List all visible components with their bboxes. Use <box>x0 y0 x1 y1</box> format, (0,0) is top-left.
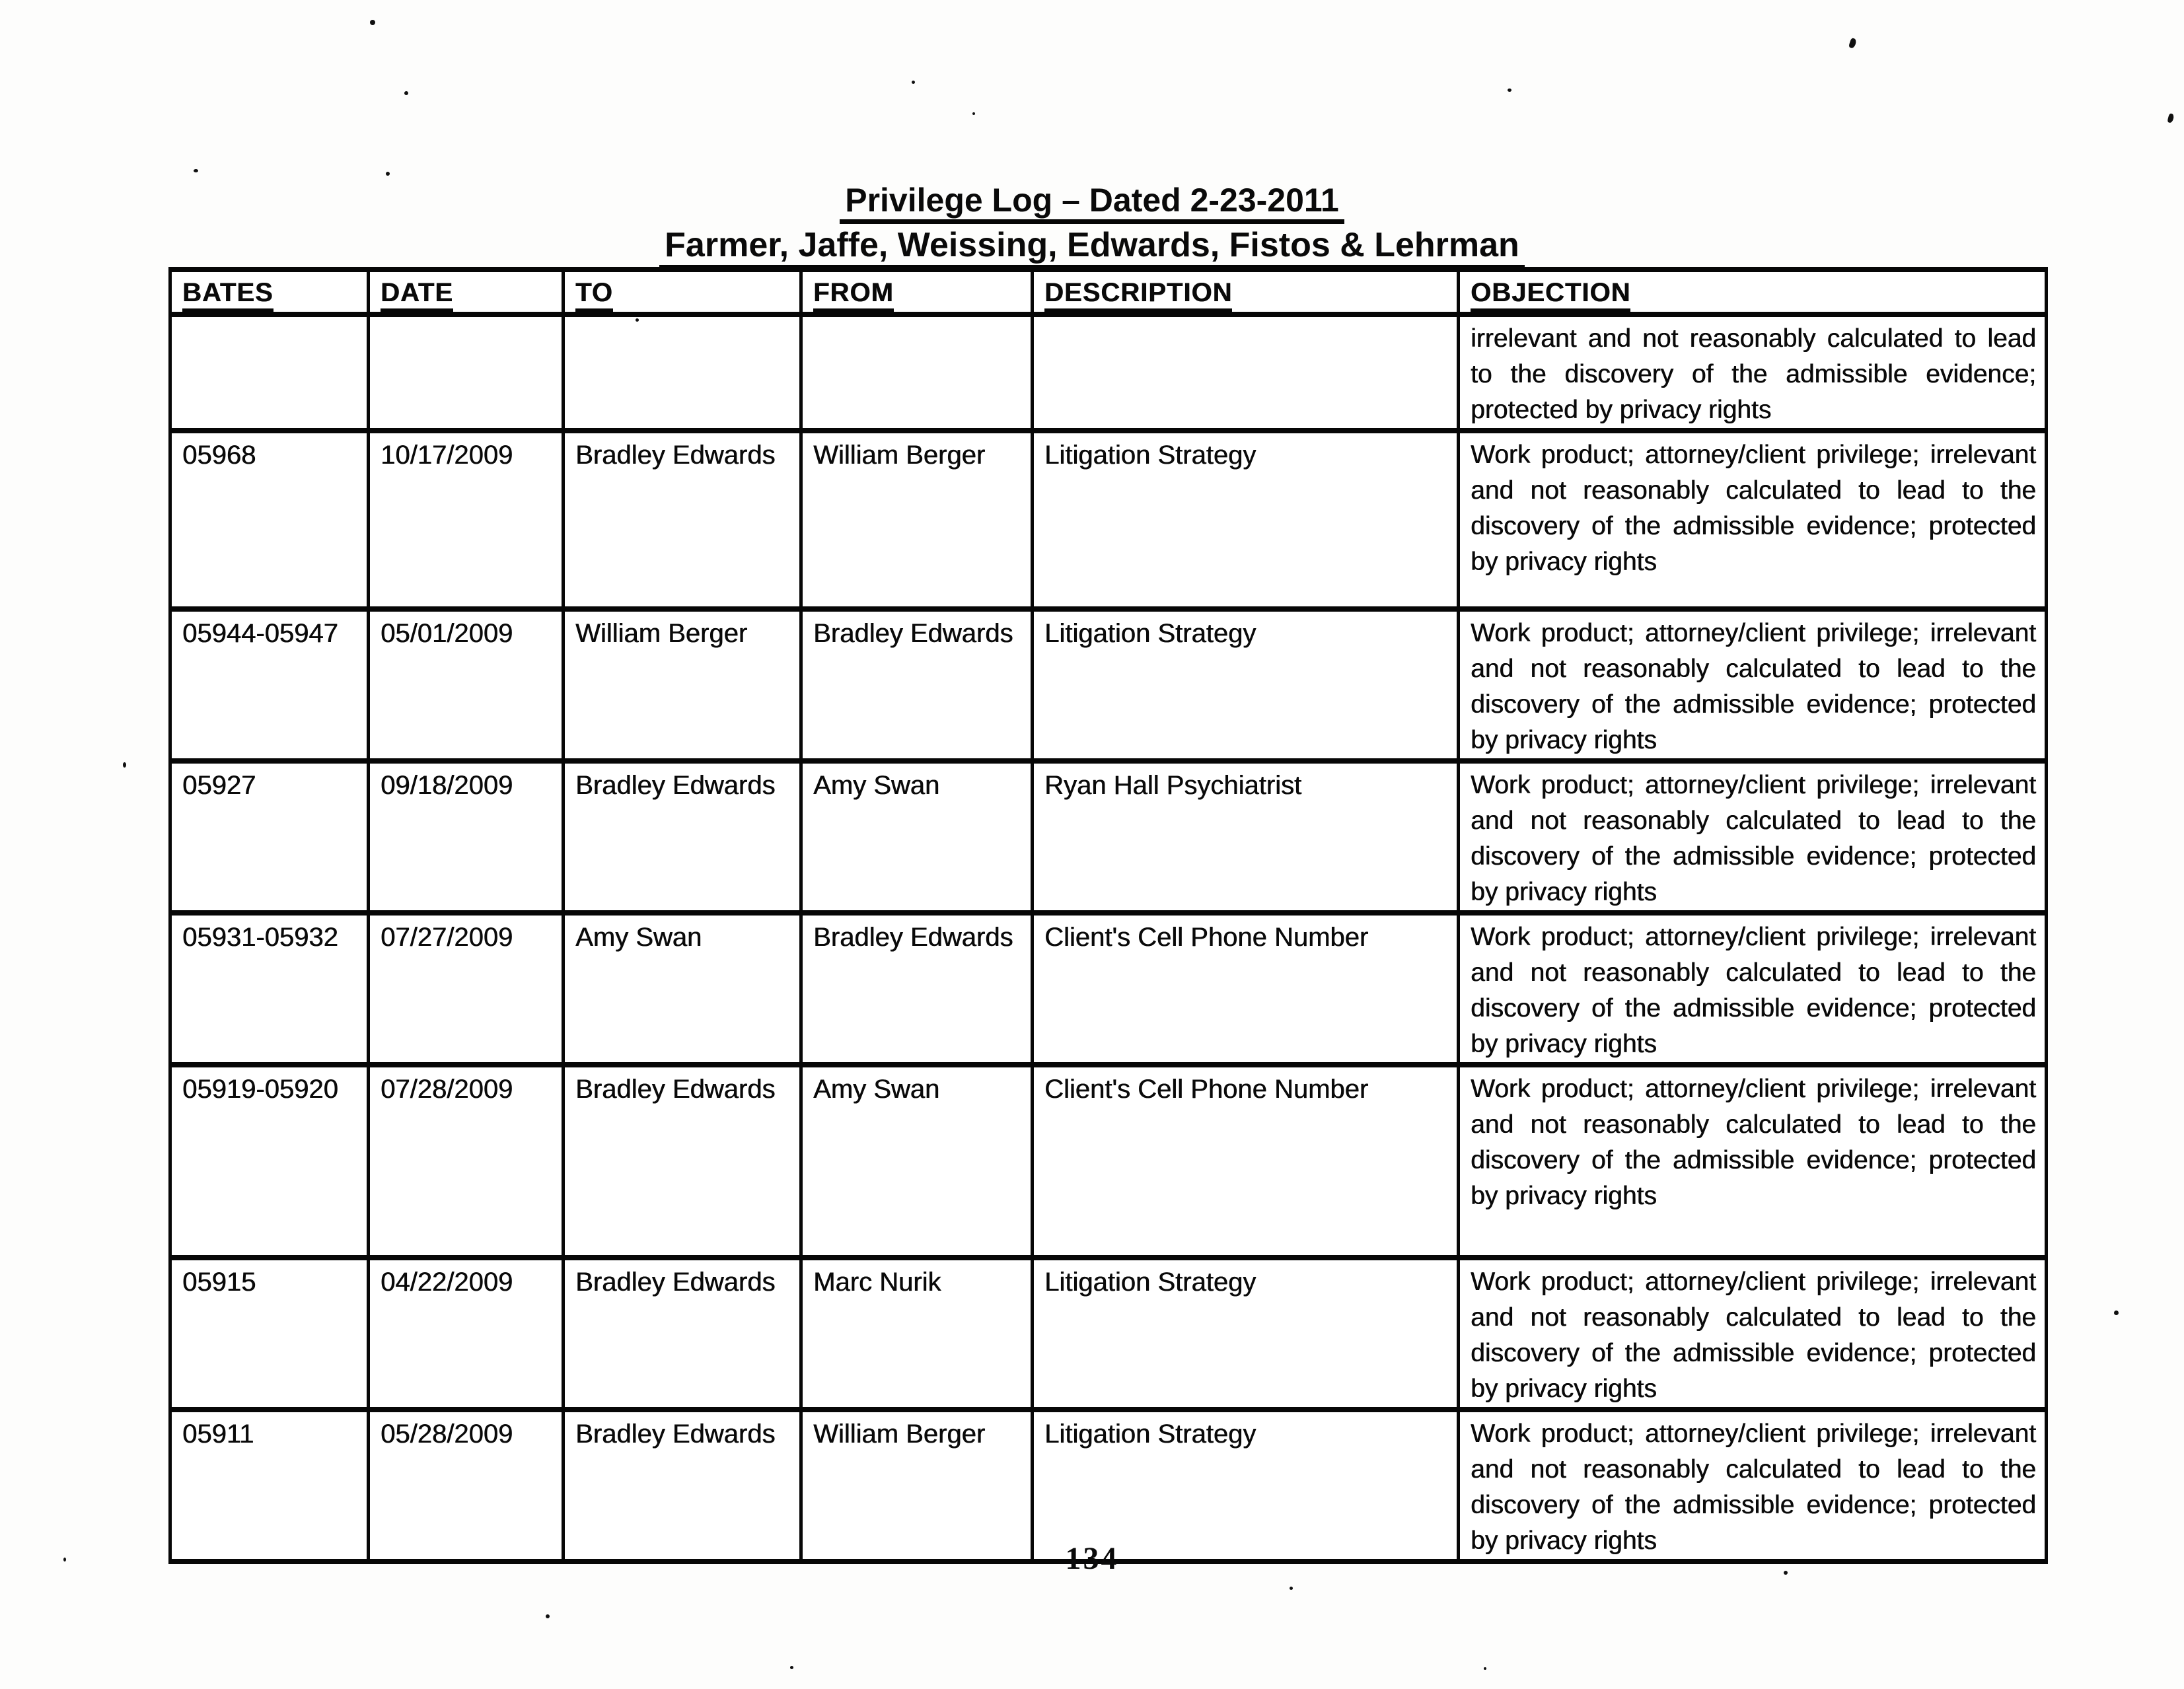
cell-bates: 05968 <box>170 431 369 609</box>
table-body <box>170 314 2047 1562</box>
cell-date: 09/18/2009 <box>369 761 564 913</box>
cell-from: Amy Swan <box>801 761 1033 913</box>
cell-to: Bradley Edwards <box>564 1258 801 1410</box>
cell-to: Amy Swan <box>564 913 801 1065</box>
speck <box>790 1666 793 1669</box>
speck <box>1508 89 1511 92</box>
cell-objection: Work product; attorney/client privilege; irrelevant and not reasonably calculated to lead to the discovery of the admissible evidence; protected by privacy rights <box>1459 1410 2047 1562</box>
column-header-label: FROM <box>813 279 894 312</box>
speck <box>404 91 408 95</box>
cell-date: 10/17/2009 <box>369 431 564 609</box>
cell-description: Client's Cell Phone Number <box>1033 1065 1459 1258</box>
cell-description: Litigation Strategy <box>1033 431 1459 609</box>
cell-from: Bradley Edwards <box>801 609 1033 761</box>
cell-objection: irrelevant and not reasonably calculated to lead to the discovery of the admissible evidence; protected by privacy rights <box>1459 314 2047 431</box>
cell-from: William Berger <box>801 431 1033 609</box>
column-header-label: DATE <box>381 279 453 312</box>
cell-objection: Work product; attorney/client privilege; irrelevant and not reasonably calculated to lead to the discovery of the admissible evidence; protected by privacy rights <box>1459 1065 2047 1258</box>
cell-date: 05/28/2009 <box>369 1410 564 1562</box>
speck <box>1848 38 1857 49</box>
cell-bates <box>170 314 369 431</box>
cell-to: Bradley Edwards <box>564 1410 801 1562</box>
cell-bates: 05911 <box>170 1410 369 1562</box>
cell-bates: 05931-05932 <box>170 913 369 1065</box>
speck <box>386 172 390 176</box>
cell-description <box>1033 314 1459 431</box>
document-title-line1 <box>0 184 2184 224</box>
column-header-date <box>369 270 564 314</box>
table-row <box>170 761 2047 913</box>
cell-date: 05/01/2009 <box>369 609 564 761</box>
cell-description: Litigation Strategy <box>1033 1410 1459 1562</box>
speck <box>123 762 126 768</box>
cell-description: Client's Cell Phone Number <box>1033 913 1459 1065</box>
column-header-to <box>564 270 801 314</box>
table-row <box>170 431 2047 609</box>
speck <box>194 169 198 172</box>
privilege-log-table <box>168 267 2048 1564</box>
document-title-line2 <box>0 228 2184 270</box>
speck <box>370 20 375 25</box>
speck <box>972 112 975 115</box>
speck <box>546 1614 550 1618</box>
cell-from <box>801 314 1033 431</box>
column-header-label: BATES <box>182 279 273 312</box>
table-header-row <box>170 270 2047 314</box>
cell-description: Litigation Strategy <box>1033 609 1459 761</box>
column-header-objection <box>1459 270 2047 314</box>
column-header-label: OBJECTION <box>1471 279 1630 312</box>
cell-from: William Berger <box>801 1410 1033 1562</box>
table-row <box>170 609 2047 761</box>
column-header-label: DESCRIPTION <box>1044 279 1232 312</box>
cell-description: Ryan Hall Psychiatrist <box>1033 761 1459 913</box>
cell-date: 07/27/2009 <box>369 913 564 1065</box>
page-number: 134 <box>1065 1541 1119 1576</box>
document-title: Privilege Log – Dated 2-23-2011 <box>840 184 1344 224</box>
cell-to: Bradley Edwards <box>564 761 801 913</box>
cell-objection: Work product; attorney/client privilege; irrelevant and not reasonably calculated to lead to the discovery of the admissible evidence; protected by privacy rights <box>1459 1258 2047 1410</box>
cell-bates: 05927 <box>170 761 369 913</box>
cell-date: 07/28/2009 <box>369 1065 564 1258</box>
cell-date <box>369 314 564 431</box>
cell-date: 04/22/2009 <box>369 1258 564 1410</box>
table-row <box>170 314 2047 431</box>
speck <box>636 318 639 322</box>
document-header <box>0 184 2184 270</box>
cell-bates: 05919-05920 <box>170 1065 369 1258</box>
cell-from: Marc Nurik <box>801 1258 1033 1410</box>
cell-from: Bradley Edwards <box>801 913 1033 1065</box>
cell-to <box>564 314 801 431</box>
cell-objection: Work product; attorney/client privilege; irrelevant and not reasonably calculated to lead to the discovery of the admissible evidence; protected by privacy rights <box>1459 609 2047 761</box>
cell-from: Amy Swan <box>801 1065 1033 1258</box>
column-header-label: TO <box>575 279 613 312</box>
cell-description: Litigation Strategy <box>1033 1258 1459 1410</box>
speck <box>912 81 915 84</box>
cell-bates: 05944-05947 <box>170 609 369 761</box>
document-subtitle: Farmer, Jaffe, Weissing, Edwards, Fistos & Lehrman <box>659 228 1525 270</box>
speck <box>2167 113 2174 124</box>
table-row <box>170 1258 2047 1410</box>
speck <box>63 1558 66 1562</box>
column-header-description <box>1033 270 1459 314</box>
cell-bates: 05915 <box>170 1258 369 1410</box>
cell-to: William Berger <box>564 609 801 761</box>
cell-objection: Work product; attorney/client privilege; irrelevant and not reasonably calculated to lead to the discovery of the admissible evidence; protected by privacy rights <box>1459 431 2047 609</box>
table-row <box>170 1065 2047 1258</box>
table-row <box>170 913 2047 1065</box>
speck <box>1290 1587 1293 1590</box>
cell-objection: Work product; attorney/client privilege; irrelevant and not reasonably calculated to lead to the discovery of the admissible evidence; protected by privacy rights <box>1459 761 2047 913</box>
cell-objection: Work product; attorney/client privilege; irrelevant and not reasonably calculated to lead to the discovery of the admissible evidence; protected by privacy rights <box>1459 913 2047 1065</box>
column-header-bates <box>170 270 369 314</box>
cell-to: Bradley Edwards <box>564 431 801 609</box>
speck <box>1484 1667 1486 1670</box>
speck <box>1784 1571 1788 1575</box>
speck <box>2114 1311 2119 1315</box>
cell-to: Bradley Edwards <box>564 1065 801 1258</box>
column-header-from <box>801 270 1033 314</box>
table-row <box>170 1410 2047 1562</box>
